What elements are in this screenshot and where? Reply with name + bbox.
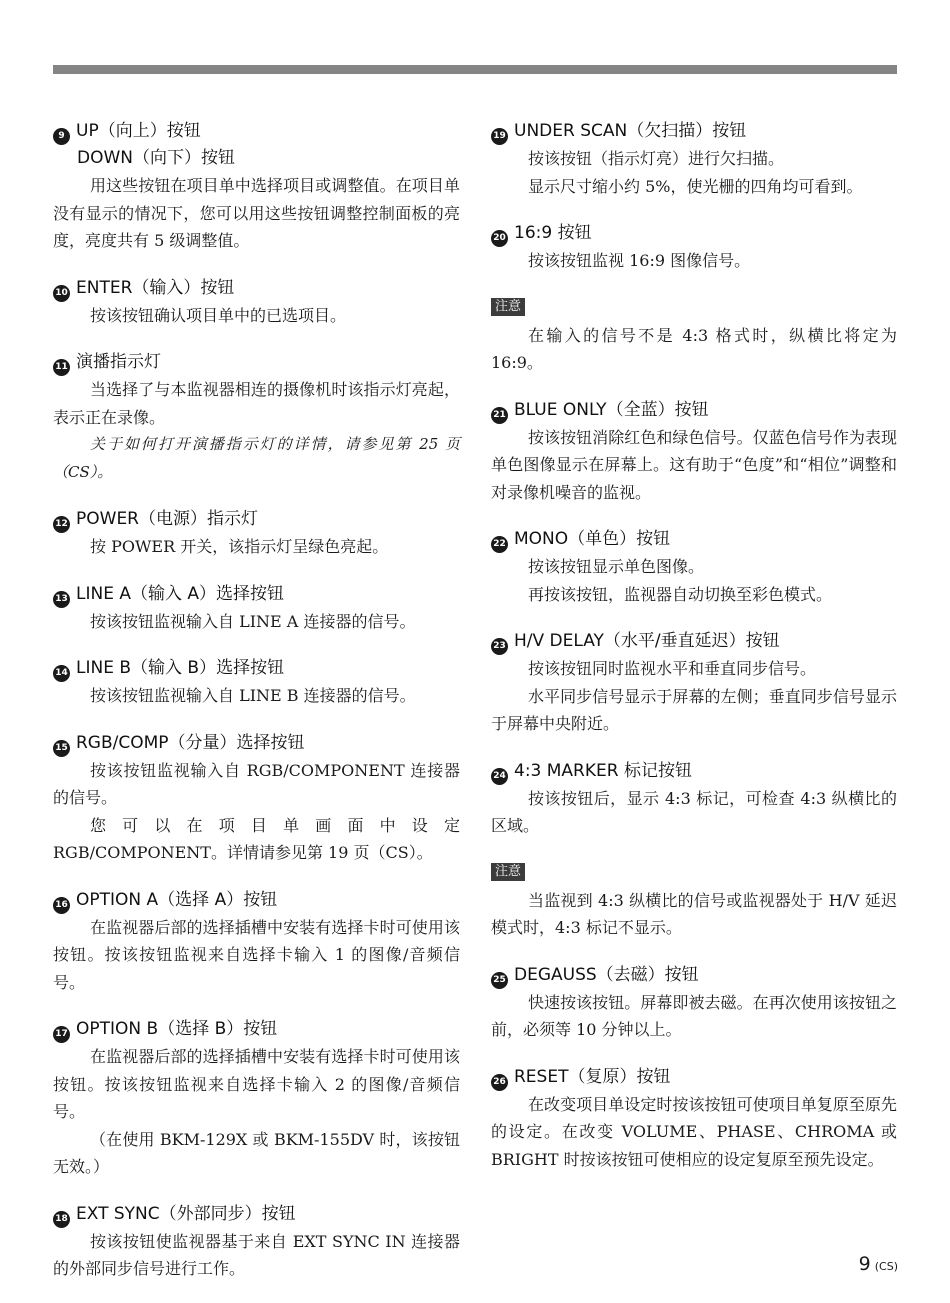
section-option-a [53, 887, 460, 997]
paragraph: 按该按钮使监视器基于来自 EXT SYNC IN 连接器的外部同步信号进行工作。 [53, 1231, 460, 1278]
section-tally-lamp [53, 349, 460, 486]
item-number-badge: 24 [491, 768, 508, 785]
item-number-badge: 16 [53, 897, 70, 914]
section-enter [53, 275, 460, 330]
paragraph: 水平同步信号显示于屏幕的左侧；垂直同步信号显示于屏幕中央附近。 [491, 686, 897, 733]
left-column [53, 118, 460, 1303]
paragraph: 显示尺寸缩小约 5%，使光栅的四角均可看到。 [528, 176, 863, 196]
section-heading: 14 LINE B（输入 B）选择按钮 [53, 655, 460, 682]
section-rgb-comp [53, 730, 460, 867]
section-heading-continued: DOWN（向下）按钮 [77, 148, 235, 168]
paragraph: 在监视器后部的选择插槽中安装有选择卡时可使用该按钮。按该按钮监视来自选择卡输入 2 的图像/音频信号。 [53, 1047, 460, 1121]
note-badge: 注意 [491, 298, 525, 316]
paragraph: 按该按钮显示单色图像。 [528, 557, 705, 576]
section-heading: 20 16:9 按钮 [491, 220, 897, 247]
item-number-badge: 19 [491, 128, 508, 145]
item-number-badge: 22 [491, 536, 508, 553]
section-line-a [53, 581, 460, 636]
section-heading: 18 EXT SYNC（外部同步）按钮 [53, 1201, 460, 1228]
paragraph: 按该按钮监视 16:9 图像信号。 [528, 251, 751, 270]
paragraph: 用这些按钮在项目单中选择项目或调整值。在项目单没有显示的情况下，您可以用这些按钮调整控制面板的亮度，亮度共有 5 级调整值。 [53, 176, 460, 250]
paragraph: 按该按钮同时监视水平和垂直同步信号。 [528, 659, 817, 678]
right-column [491, 118, 897, 1193]
section-heading: 21 BLUE ONLY（全蓝）按钮 [491, 397, 897, 424]
paragraph: 按该按钮（指示灯亮）进行欠扫描。 [528, 149, 785, 168]
note-text: 在输入的信号不是 4:3 格式时，纵横比将定为 16:9。 [491, 325, 897, 372]
paragraph: 再按该按钮，监视器自动切换至彩色模式。 [528, 584, 833, 604]
item-number-badge: 12 [53, 516, 70, 533]
section-heading: 23 H/V DELAY（水平/垂直延迟）按钮 [491, 628, 897, 655]
item-number-badge: 20 [491, 230, 508, 247]
section-mono [491, 526, 897, 608]
section-4-3-marker [491, 758, 897, 840]
item-number-badge: 11 [53, 359, 70, 376]
item-number-badge: 15 [53, 740, 70, 757]
item-number-badge: 26 [491, 1074, 508, 1091]
section-heading: 22 MONO（单色）按钮 [491, 526, 897, 553]
section-heading: 16 OPTION A（选择 A）按钮 [53, 887, 460, 914]
item-number-badge: 13 [53, 591, 70, 608]
paragraph: 按该按钮后，显示 4:3 标记，可检查 4:3 纵横比的区域。 [491, 788, 897, 835]
item-number-badge: 10 [53, 285, 70, 302]
reference-note: 关于如何打开演播指示灯的详情，请参见第 25 页（CS）。 [53, 435, 460, 481]
header-rule [53, 65, 897, 74]
section-heading: 15 RGB/COMP（分量）选择按钮 [53, 730, 460, 757]
item-number-badge: 14 [53, 665, 70, 682]
section-heading: 19 UNDER SCAN（欠扫描）按钮 [491, 118, 897, 145]
paragraph: 您可以在项目单画面中设定 RGB/COMPONENT。详情请参见第 19 页（CS）。 [53, 815, 460, 862]
section-heading: 26 RESET（复原）按钮 [491, 1064, 897, 1091]
section-ext-sync [53, 1201, 460, 1283]
section-heading: 9 UP（向上）按钮 [53, 118, 460, 145]
paragraph: 按该按钮监视输入自 RGB/COMPONENT 连接器的信号。 [53, 760, 460, 807]
item-number-badge: 18 [53, 1211, 70, 1228]
section-16-9 [491, 220, 897, 275]
section-under-scan [491, 118, 897, 200]
item-number-badge: 21 [491, 407, 508, 424]
paragraph: 当选择了与本监视器相连的摄像机时该指示灯亮起，表示正在录像。 [53, 380, 460, 427]
section-heading: 13 LINE A（输入 A）选择按钮 [53, 581, 460, 608]
paragraph: 按该按钮监视输入自 LINE B 连接器的信号。 [90, 686, 416, 705]
section-up-down [53, 118, 460, 255]
section-heading: 12 POWER（电源）指示灯 [53, 506, 460, 533]
paragraph: 按该按钮消除红色和绿色信号。仅蓝色信号作为表现单色图像显示在屏幕上。这有助于“色度”和“相位”调整和对录像机噪音的监视。 [491, 427, 897, 502]
section-option-b [53, 1016, 460, 1181]
section-heading: 11 演播指示灯 [53, 349, 460, 376]
paragraph: 按该按钮监视输入自 LINE A 连接器的信号。 [90, 611, 416, 631]
paragraph: 在监视器后部的选择插槽中安装有选择卡时可使用该按钮。按该按钮监视来自选择卡输入 1 的图像/音频信号。 [53, 917, 460, 992]
note-badge: 注意 [491, 863, 525, 881]
section-line-b [53, 655, 460, 710]
section-heading: 17 OPTION B（选择 B）按钮 [53, 1016, 460, 1043]
item-number-badge: 17 [53, 1026, 70, 1043]
paragraph: （在使用 BKM-129X 或 BKM-155DV 时，该按钮无效。） [53, 1129, 460, 1176]
paragraph: 快速按该按钮。屏幕即被去磁。在再次使用该按钮之前，必须等 10 分钟以上。 [491, 992, 897, 1039]
section-degauss [491, 962, 897, 1044]
item-number-badge: 23 [491, 638, 508, 655]
paragraph: 在改变项目单设定时按该按钮可使项目单复原至原先的设定。在改变 VOLUME、PHASE、CHROMA 或 BRIGHT 时按该按钮可使相应的设定复原至预先设定。 [491, 1094, 897, 1169]
page-number: 9 (CS) [858, 1253, 898, 1275]
paragraph: 按 POWER 开关，该指示灯呈绿色亮起。 [90, 537, 389, 556]
section-blue-only [491, 397, 897, 507]
item-number-badge: 9 [53, 128, 70, 145]
page-suffix: (CS) [874, 1260, 898, 1273]
section-heading: 25 DEGAUSS（去磁）按钮 [491, 962, 897, 989]
note-text: 当监视到 4:3 纵横比的信号或监视器处于 H/V 延迟模式时，4:3 标记不显示。 [491, 890, 897, 937]
section-heading: 24 4:3 MARKER 标记按钮 [491, 758, 897, 785]
section-hv-delay [491, 628, 897, 738]
section-heading: 10 ENTER（输入）按钮 [53, 275, 460, 302]
item-number-badge: 25 [491, 972, 508, 989]
section-reset [491, 1064, 897, 1174]
paragraph: 按该按钮确认项目单中的已选项目。 [90, 305, 347, 325]
note-block [491, 295, 897, 377]
section-power-indicator [53, 506, 460, 561]
note-block [491, 860, 897, 942]
